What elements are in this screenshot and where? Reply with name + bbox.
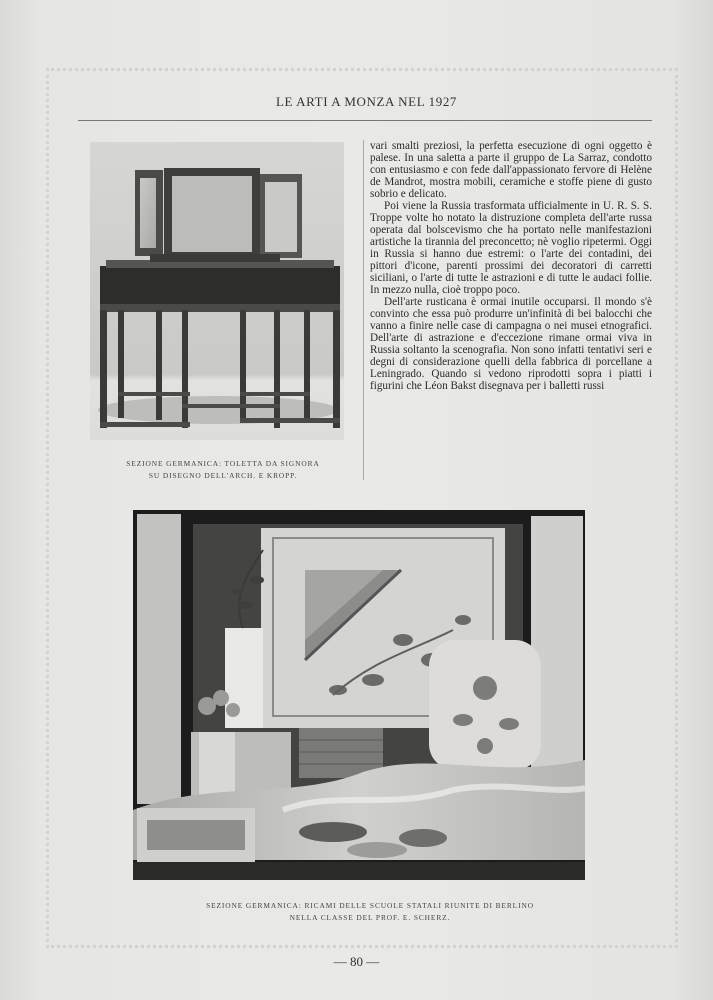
paragraph: Dell'arte rusticana è ormai inutile occuparsi. Il mondo s'è convinto che essa può produrre un'infinità di bei balocchi che vanno a finire nelle case di campagna o nei musei etnografici. Dell'arte di astrazione e d'eccezione rimane ormai viva in Russia soltanto la scenografia. Non sono infatti tentativi seri e degni di considerazione quelli della fabbrica di porcellane a Leningrado. Quando si vedono riprodotti sopra i piatti i figurini che Léon Bakst disegnava per i balletti russi	[370, 296, 652, 392]
header-rule	[78, 120, 652, 121]
photo-1-caption	[96, 458, 350, 481]
vanity-photo	[90, 142, 344, 440]
embroidery-photo	[133, 510, 585, 880]
page-number: — 80 —	[333, 954, 380, 969]
photo-2-caption	[150, 900, 590, 923]
paragraph: vari smalti preziosi, la perfetta esecuzione di ogni oggetto è palese. In una saletta a parte il gruppo de La Sarraz, condotto con entusiasmo e con fede dall'appassionato fervore di Helène de Mandrot, mostra mobili, ceramiche e stoffe piene di gusto sobrio e delicato.	[370, 140, 652, 200]
column-divider	[363, 140, 364, 480]
photo-2-caption-line-2: NELLA CLASSE DEL PROF. E. SCHERZ.	[289, 912, 451, 922]
running-head: LE ARTI A MONZA NEL 1927	[275, 94, 458, 109]
photo-1-caption-line-2: SU DISEGNO DELL'ARCH. E KROPP.	[148, 470, 298, 480]
paragraph: Poi viene la Russia trasformata ufficialmente in U. R. S. S. Troppe volte ho notato la distruzione completa dell'arte russa operata dal bolscevismo che ha portato nelle manifestazioni artistiche la tirannia del preconcetto; nè voglio ripetermi. Oggi in Russia si hanno due estremi: o l'arte dei contadini, dei pittori d'icone, parenti prossimi dei decoratori di carretti siciliani, o l'arte di tutte le astrazioni e di tutte le audaci follie. In mezzo nulla, cioè troppo poco.	[370, 200, 652, 296]
photo-1-caption-line-1: SEZIONE GERMANICA: TOLETTA DA SIGNORA	[126, 459, 320, 468]
body-text-column	[370, 140, 652, 392]
photo-2-caption-line-1: SEZIONE GERMANICA: RICAMI DELLE SCUOLE STATALI RIUNITE DI BERLINO	[206, 901, 534, 910]
